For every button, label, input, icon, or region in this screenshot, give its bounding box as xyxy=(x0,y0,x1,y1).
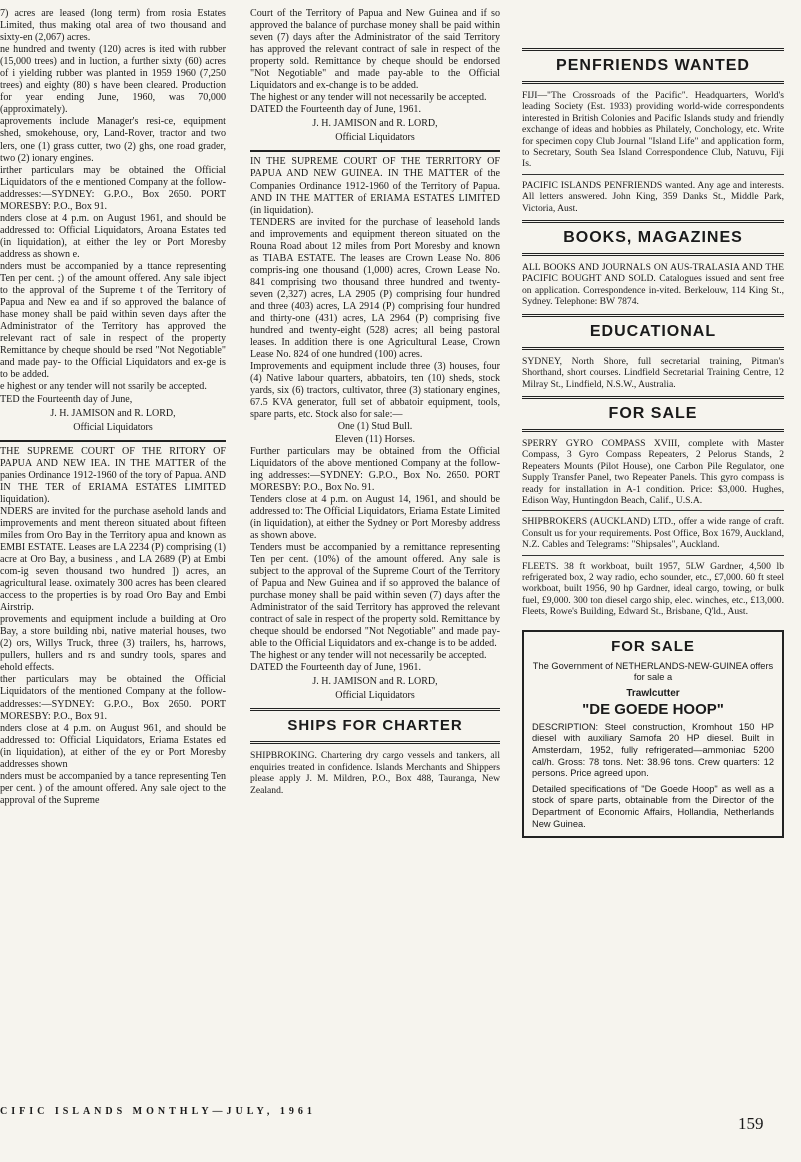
vessel-description: DESCRIPTION: Steel construction, Kromhout 150 HP diesel with auxiliary Samofa 20 HP diesel. Built in Amsterdam, 1952, fully refrigerated—ammoniac 5200 cal/h. Gross: 78 tons. Net: 38.96 tons. Crew quarters: 12 persons. Price agreed upon. xyxy=(532,721,774,779)
col1-paragraph: nders must be accompanied by a ttance representing Ten per cent. ;) of the amount offered. Any sale ibject to the approval of the Supreme t of the Territory of Papua and New ea and if so approved the balance of hase money shall be paid within seven days after the Administrator of the Territory has approved the relevant ract of sale in respect of the property Remittance by cheque should be rsed "Not Negotiable" and made pay- to the Official Liquidators and ex-ge is to be added. xyxy=(0,260,226,381)
divider xyxy=(522,174,784,175)
column-middle xyxy=(250,8,500,798)
signature-names: J. H. JAMISON and R. LORD, xyxy=(312,118,438,130)
col2b-paragraph: DATED the Fourteenth day of June, 1961. xyxy=(250,662,422,674)
col2-paragraph: Court of the Territory of Papua and New Guinea and if so approved the balance of purchase money shall be paid within seven (7) days after the Administrator of the said Territory has approved the relevant contract of sale in respect of the property sold. Remittance by cheque should be endorsed "Not Negotiable" and made pay-able to the Official Liquidators and ex-change is to be added. xyxy=(250,8,500,92)
page-number: 159 xyxy=(738,1114,764,1133)
col2b-paragraph: Further particulars may be obtained from the Official Liquidators of the above mentioned Company at the follow-ing addresses:—SYDNEY: G.P.O., Box No. 2650. PORT MORESBY: P.O., Box No. 91. xyxy=(250,445,500,493)
penfriends-ad: PACIFIC ISLANDS PENFRIENDS wanted. Any age and interests. All letters answered. John King, 359 Danks St., Middle Park, Victoria, Aust. xyxy=(522,179,784,214)
col1b-paragraph: provements and equipment include a building at Oro Bay, a store building nbi, native material houses, two (2) ors, Willys Truck, three (3) trailers, hs, harrows, pullers, hullers and rs and sundry tools, spares and ehold effects. xyxy=(0,614,226,674)
col2b-paragraph: Tenders must be accompanied by a remittance representing Ten per cent. (10%) of the amount offered. Any sale is subject to the approval of the Supreme Court of the Territory of Papua and New Guinea and if so approved the balance of purchase money shall be paid within seven (7) days after the Administrator of the said Territory has approved the relevant contract of sale in respect of the property sold. Remittance by cheque should be endorsed "Not Negotiable" and made pay-able to the Official Liquidators and ex-change is to be added. xyxy=(250,541,500,650)
ships-classified xyxy=(250,750,500,796)
col1-paragraph: e highest or any tender will not ssarily be accepted. xyxy=(0,381,207,393)
divider xyxy=(0,440,226,442)
box-intro: The Government of NETHERLANDS-NEW-GUINEA offers for sale a xyxy=(532,660,774,683)
divider xyxy=(250,150,500,152)
penfriends-heading: PENFRIENDS WANTED xyxy=(522,48,784,84)
ships-for-charter-heading: SHIPS FOR CHARTER xyxy=(250,708,500,744)
trawlcutter-ad-box xyxy=(522,630,784,839)
signature-title: Official Liquidators xyxy=(335,132,415,144)
ships-text: SHIPBROKING. Chartering dry cargo vessels and tankers, all enquiries treated in confidence. Islands Merchants and Shippers please apply J. M. Mildren, P.O., Box 488, Tauranga, New Zealand. xyxy=(250,750,500,796)
col1-paragraph: TED the Fourteenth day of June, xyxy=(0,393,133,405)
educational-ad: SYDNEY, North Shore, full secretarial training, Pitman's Shorthand, short courses. Lindfield Secretarial Training Centre, 12 Milray St., Lindfield, N.S.W., Australia. xyxy=(522,355,784,390)
for-sale-ad: SPERRY GYRO COMPASS XVIII, complete with Master Compass, 3 Gyro Compass Repeaters, 2 Pelorus Stands, 2 Repeaters Mounts (Pilot House), one Carbon Pile Regulator, one Supply Transfer Panel, two Repeater Panels. This gyro compass is ready for installation in A-1 condition. Price: $3,000. Hughes, Edison Way, Huntingdon Beach, Calif., U.S.A. xyxy=(522,437,784,506)
educational-heading: EDUCATIONAL xyxy=(522,314,784,350)
educational-classified xyxy=(522,356,784,390)
penfriends-ad: FIJI—"The Crossroads of the Pacific". Headquarters, World's leading Society (Est. 1933) providing world-wide correspondents interested in British Colonies and Pacific Islands study and friendly exchange of ideas and hobbies as Philately, Conchology, etc. Write for specimen copy Club Journal "Island Life" and application form, to Secretary, South Sea Island Correspondence Club, Natuvu, Fiji Is. xyxy=(522,90,784,170)
col1b-paragraph: NDERS are invited for the purchase asehold lands and improvements and ment thereon situated about fifteen miles from Oro Bay in the Territory apua and known as EMBI ESTATE. Leases are LA 2234 (P) comprising (1) acre at Oro Bay, a business , and LA 2689 (P) at Embi com-ig seven thousand two hundred ]) acres, an agricultural lease. oximately 300 acres has been cleared access to the properties is by road Oro Bay and Embi Airstrip. xyxy=(0,505,226,614)
for-sale-ad: SHIPBROKERS (AUCKLAND) LTD., offer a wide range of craft. Consult us for your requirements. Post Office, Box 1679, Auckland, N.Z. Cables and Telegrams: "Shipsales", Auckland. xyxy=(522,516,784,551)
vessel-details: Detailed specifications of "De Goede Hoop" as well as a stock of spare parts, obtainable from the Director of the Department of Economic Affairs, Hollandia, Netherlands New Guinea. xyxy=(532,783,774,829)
col2-paragraph: The highest or any tender will not necessarily be accepted. xyxy=(250,92,487,104)
signature-title: Official Liquidators xyxy=(73,421,153,433)
column-left xyxy=(0,8,226,807)
books-magazines-heading: BOOKS, MAGAZINES xyxy=(522,220,784,256)
col2b-paragraph: TENDERS are invited for the purchase of leasehold lands and improvements and equipment thereon situated on the Rouna Road about 12 miles from Port Moresby and known as TIABA ESTATE. The leases are Crown Lease No. 806 compris-ing one thousand (1,000) acres, Crown Lease No. 841 comprising two thousand three hundred and twenty-seven (2,327) acres, LA 2905 (P) comprising four hundred and three (403) acres, LA 2914 (P) comprising four hundred and thirty-one (431) acres, LA 2964 (P) comprising five hundred and twenty-eight (528) acres; all being pastoral leases. In addition there is one Agricultural Lease, Crown Lease No. 824 of one hundred (100) acres. xyxy=(250,216,500,361)
col2-paragraph: DATED the Fourteenth day of June, 1961. xyxy=(250,104,422,116)
col2b-paragraph: IN THE SUPREME COURT OF THE TERRITORY OF PAPUA AND NEW GUINEA. IN THE MATTER of the Companies Ordinance 1912-1960 of the Territory of Papua. AND IN THE MATTER of ERIAMA ESTATES LIMITED (in liquidation). xyxy=(250,156,500,216)
col1-paragraph: ne hundred and twenty (120) acres is ited with rubber (15,000 trees) and in luction, a further sixty (60) acres of i yielding rubber was planted in 1959 1960 (7,250 trees) and eighty (80) s have been cleared. Production for year ending June, 1960, was 70,000 (approximately). xyxy=(0,44,226,116)
col1b-paragraph: THE SUPREME COURT OF THE RITORY OF PAPUA AND NEW IEA. IN THE MATTER of the panies Ordinance 1912-1960 of the tory of Papua. AND IN THE TER of ERIAMA ESTATES LIMITED liquidation). xyxy=(0,445,226,505)
col1-paragraph: aprovements include Manager's resi-ce, equipment shed, smokehouse, ory, Land-Rover, tractor and two lers, one (1) grass cutter, two (2) ghs, one road grader, two (2) ionary engines. xyxy=(0,116,226,164)
col2b-paragraph: The highest or any tender will not necessarily be accepted. xyxy=(250,650,487,662)
signature-title: Official Liquidators xyxy=(335,690,415,702)
divider xyxy=(522,555,784,556)
column-right xyxy=(522,8,784,838)
running-footer: CIFIC ISLANDS MONTHLY—JULY, 1961 xyxy=(0,1106,316,1117)
for-sale-ad: FLEETS. 38 ft workboat, built 1957, 5LW Gardner, 4,500 lb refrigerated box, 2 way radio, echo sounder, etc., £7,000. 60 ft steel workboat, built 1956, 90 hp Gardner, ideal cargo, towing, or bulk fuel, £9,000. 300 ton diesel cargo ship, elec. winches, etc., £13,000. Fleets, Rowe's Building, Edward St., Brisbane, Q'ld., Aust. xyxy=(522,560,784,618)
vessel-name: "DE GOEDE HOOP" xyxy=(582,700,724,718)
col1-paragraph: irther particulars may be obtained the Official Liquidators of the e mentioned Company at the follow- addresses:—SYDNEY: G.P.O., Box 2650. PORT MORESBY: P.O., Box 91. xyxy=(0,164,226,212)
books-classified xyxy=(522,262,784,308)
col1-paragraph: nders close at 4 p.m. on August 1961, and should be addressed to: Official Liquidators, Aroana Estates ted (in liquidation), at either the ley or Port Moresby address as shown e. xyxy=(0,212,226,260)
col1b-paragraph: ther particulars may be obtained the Official Liquidators of the mentioned Company at the follow- addresses:—SYDNEY: G.P.O., Box 2650. PORT MORESBY: P.O., Box 91. xyxy=(0,674,226,722)
col1b-paragraph: nders close at 4 p.m. on August 961, and should be addressed to: Official Liquidators, Eriama Estates ed (in liquidation), at either of the ey or Port Moresby addresses shown xyxy=(0,722,226,770)
signature-names: J. H. JAMISON and R. LORD, xyxy=(50,407,176,419)
vessel-type: Trawlcutter xyxy=(626,687,680,699)
penfriends-classified xyxy=(522,90,784,214)
col1-paragraph: 7) acres are leased (long term) from rosia Estates Limited, thus making otal area of two thousand and sixty-en (2,067) acres. xyxy=(0,8,226,44)
divider xyxy=(522,510,784,511)
signature-names: J. H. JAMISON and R. LORD, xyxy=(312,676,438,688)
stock-item: One (1) Stud Bull. xyxy=(337,421,413,433)
box-heading: FOR SALE xyxy=(611,637,695,655)
col2b-paragraph: Tenders close at 4 p.m. on August 14, 1961, and should be addressed to: The Official Liquidators, Eriama Estate Limited (in liquidation), at either the Sydney or Port Moresby address as shown above. xyxy=(250,493,500,541)
for-sale-classified xyxy=(522,438,784,618)
stock-item: Eleven (11) Horses. xyxy=(334,433,416,445)
for-sale-heading: FOR SALE xyxy=(522,396,784,432)
books-ad: ALL BOOKS AND JOURNALS ON AUS-TRALASIA AND THE PACIFIC BOUGHT AND SOLD. Catalogues issued and sent free on application. Correspondence in-vited. Berkelouw, 114 King St., Sydney. Telephone: BW 7874. xyxy=(522,262,784,308)
col1b-paragraph: nders must be accompanied by a tance representing Ten per cent. ) of the amount offered. Any sale oject to the approval of the Supreme xyxy=(0,770,226,806)
col2b-paragraph: Improvements and equipment include three (3) houses, four (4) Native labour quarters, abbatoirs, ten (10) sheds, stock yards, six (6) tractors, cultivator, three (3) stationary engines, 67.5 KVA generator, full set of abbatoir equipment, tools, spare parts, etc. Stock also for sale:— xyxy=(250,361,500,421)
